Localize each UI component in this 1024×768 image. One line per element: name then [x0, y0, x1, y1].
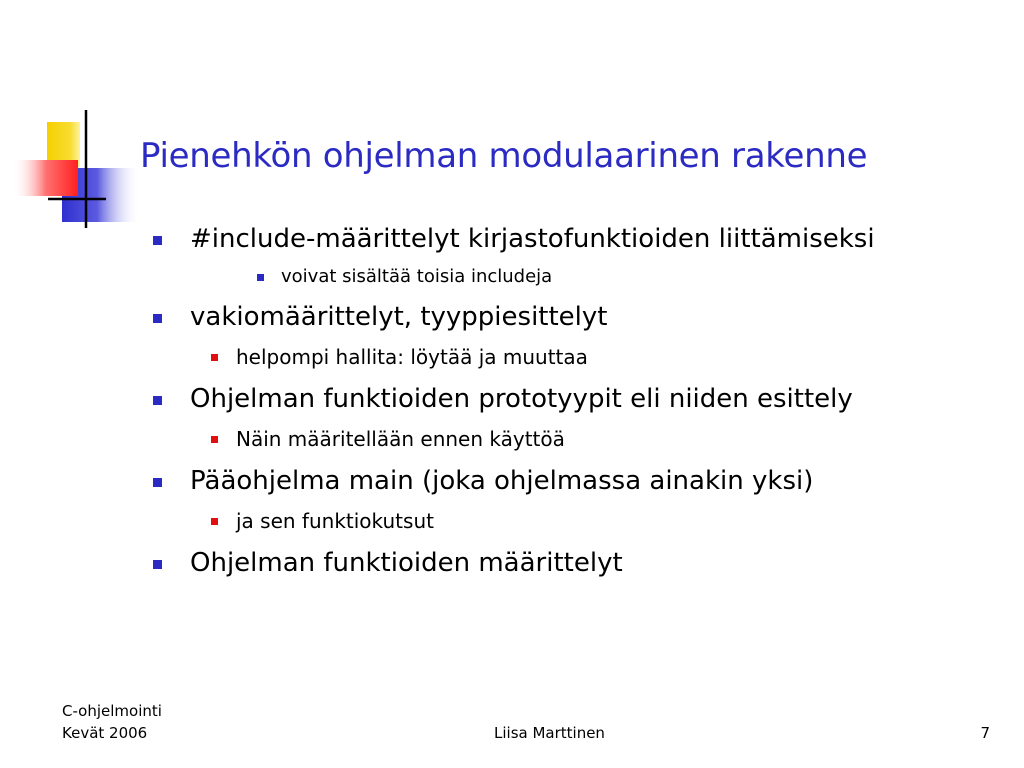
- bullet-text: Ohjelman funktioiden määrittelyt: [190, 548, 623, 578]
- bullet-text: Pääohjelma main (joka ohjelmassa ainakin yksi): [190, 466, 814, 496]
- square-bullet-icon: [211, 518, 218, 525]
- bullet-item-4: [190, 466, 813, 496]
- footer-course: [62, 700, 162, 744]
- sub-bullet-text: voivat sisältää toisia includeja: [281, 266, 553, 287]
- square-bullet-icon: [153, 396, 162, 405]
- square-bullet-icon: [211, 436, 218, 443]
- footer-course-term: Kevät 2006: [62, 724, 148, 742]
- square-bullet-icon: [153, 478, 162, 487]
- footer-course-name: C-ohjelmointi: [62, 702, 162, 720]
- footer-page-number: 7: [980, 724, 990, 742]
- sub-bullet-text: Näin määritellään ennen käyttöä: [236, 427, 565, 451]
- square-bullet-icon: [257, 274, 264, 281]
- square-bullet-icon: [153, 560, 162, 569]
- square-bullet-icon: [153, 314, 162, 323]
- sub-bullet-item-4: [236, 509, 434, 533]
- bullet-text: Ohjelman funktioiden prototyypit eli niiden esittely: [190, 384, 853, 414]
- bullet-text: #include-määrittelyt kirjastofunktioiden liittämiseksi: [190, 224, 875, 254]
- bullet-item-5: [190, 548, 623, 578]
- sub-bullet-item-2: [236, 345, 588, 369]
- square-bullet-icon: [211, 354, 218, 361]
- bullet-item-2: [190, 302, 608, 332]
- footer-author: Liisa Marttinen: [494, 724, 605, 742]
- sub-bullet-item-3: [236, 427, 565, 451]
- bullet-item-1: [190, 224, 875, 254]
- square-bullet-icon: [153, 236, 162, 245]
- slide-title: Pienehkön ohjelman modulaarinen rakenne: [140, 136, 868, 176]
- bullet-text: vakiomäärittelyt, tyyppiesittelyt: [190, 302, 608, 332]
- bullet-item-3: [190, 384, 853, 414]
- sub-bullet-text: ja sen funktiokutsut: [236, 509, 434, 533]
- sub-bullet-item-1: [281, 266, 552, 287]
- sub-bullet-text: helpompi hallita: löytää ja muuttaa: [236, 345, 588, 369]
